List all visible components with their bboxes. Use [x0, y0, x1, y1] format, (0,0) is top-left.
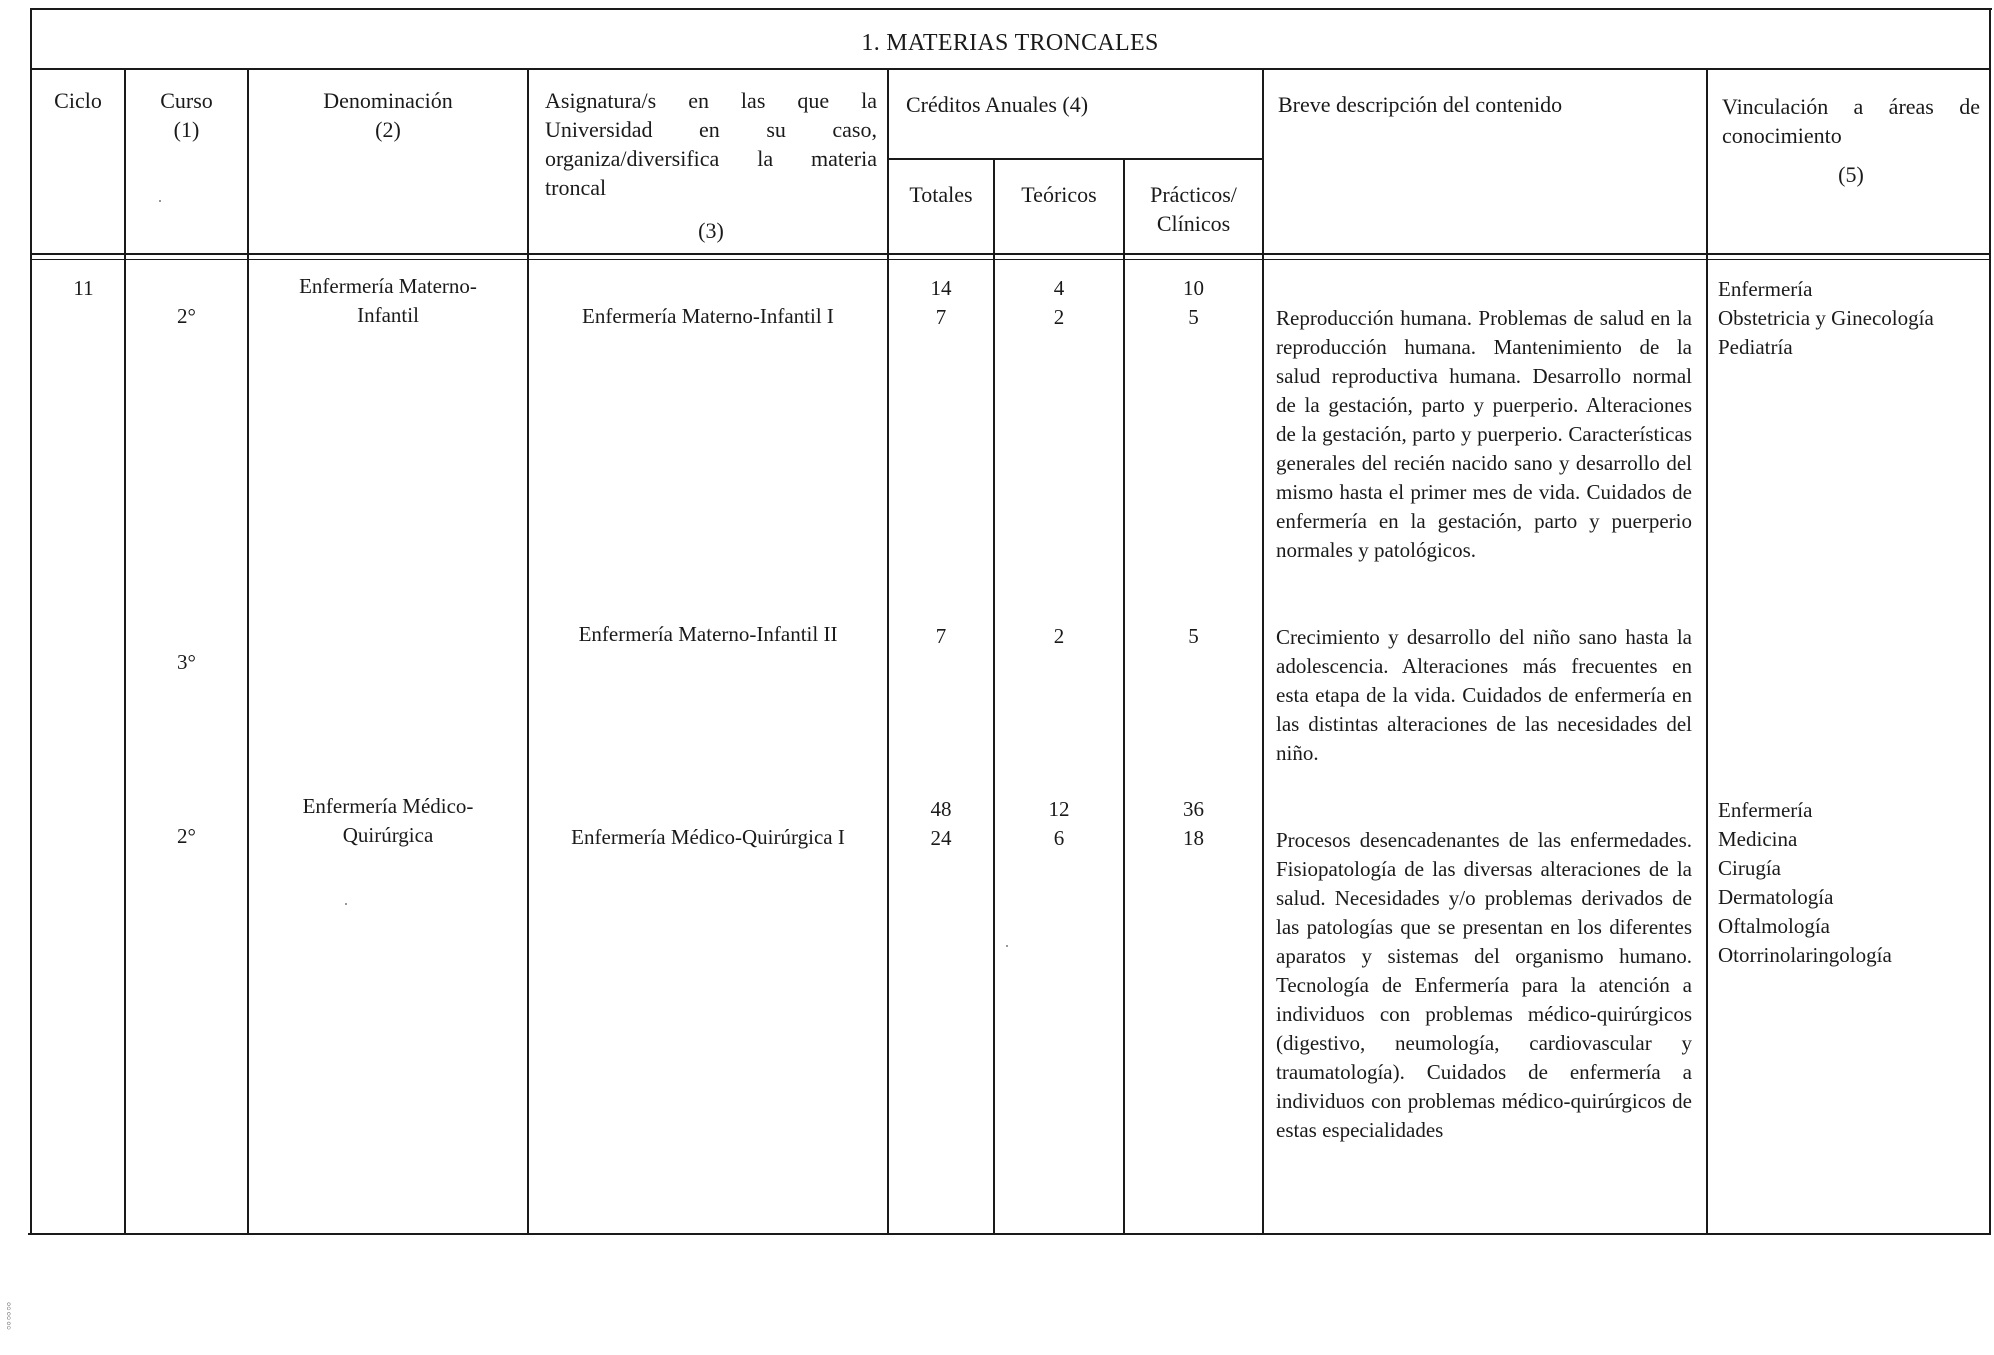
header-bottom-rule: [30, 253, 1991, 255]
header-denominacion: Denominación (2): [323, 88, 453, 142]
header-descripcion: Breve descripción del contenido: [1278, 92, 1563, 117]
credits-subheader-rule: [887, 158, 1264, 160]
header-asignatura: Asignatura/s en las que la Universidad en su caso, organiza/diversifica la materia troncal: [545, 88, 877, 200]
header-totales: Totales: [909, 182, 973, 207]
cell-totales-materno: 14 7: [930, 276, 952, 329]
title-bottom-rule: [30, 68, 1991, 70]
header-curso: Curso (1): [160, 88, 213, 142]
cell-descripcion-materno-1: Reproducción humana. Problemas de salud en la reproducción humana. Mantenimiento de la salud reproductiva humana. Desarrollo normal de la gestación, parto y puerperio. Alteraciones de la gestación, parto y puerperio. Características generales del recién nacido sano y desarrollo del mismo hasta el primer mes de vida. Cuidados de enfermería en la gestación, parto y puerperio normales y patológicos.: [1276, 306, 1692, 562]
cell-descripcion-materno-2: Crecimiento y desarrollo del niño sano hasta la adolescencia. Alteraciones más frecuentes en esta etapa de la vida. Cuidados de enfermería en las distintas alteraciones de las necesidades del niño.: [1276, 625, 1692, 765]
cell-areas-materno: Enfermería Obstetricia y Ginecología Pediatría: [1718, 277, 1934, 359]
cell-curso-medico: 2°: [177, 824, 196, 848]
scan-speck: [345, 903, 347, 905]
cell-asignatura-medico: Enfermería Médico-Quirúrgica I: [571, 825, 845, 849]
header-asignatura-note: (3): [698, 218, 724, 243]
cell-asignatura-materno-2: Enfermería Materno-Infantil II: [578, 622, 838, 646]
cell-practicos-medico: 36 18: [1183, 797, 1204, 850]
column-rule-3: [247, 68, 249, 1235]
cell-curso-materno-2: 3°: [177, 650, 196, 674]
header-teoricos: Teóricos: [1021, 182, 1097, 207]
body-top-rule: [30, 259, 1991, 260]
cell-denominacion-materno: Enfermería Materno- Infantil: [299, 274, 477, 327]
column-rule-8: [1262, 68, 1264, 1235]
cell-descripcion-medico: Procesos desencadenantes de las enfermedades. Fisiopatología de las diversas alteraciones de la salud. Necesidades y/o problemas derivados de las patologías que se presentan en los diferentes aparatos y sistemas del organismo humano. Tecnología de Enfermería para la atención a individuos con problemas médico-quirúrgicos (digestivo, neumología, cardiovascular y traumatología). Cuidados de enfermería a individuos con problemas médico-quirúrgicos de estas especialidades: [1276, 828, 1692, 1142]
cell-practicos-materno-2: 5: [1188, 624, 1199, 648]
table-top-border: [30, 8, 1992, 10]
cell-teoricos-materno-2: 2: [1053, 624, 1065, 648]
cell-denominacion-medico: Enfermería Médico- Quirúrgica: [302, 794, 474, 847]
cell-ciclo: 11: [73, 276, 94, 300]
scan-speck: [1006, 945, 1008, 947]
header-ciclo: Ciclo: [54, 88, 102, 113]
cell-areas-medico: Enfermería Medicina Cirugía Dermatología Oftalmología Otorrinolaringología: [1718, 798, 1892, 967]
cell-asignatura-materno-1: Enfermería Materno-Infantil I: [582, 304, 834, 328]
header-vinculacion-note: (5): [1838, 162, 1864, 187]
cell-totales-materno-2: 7: [935, 624, 947, 648]
table-title: 1. MATERIAS TRONCALES: [861, 30, 1159, 56]
cell-teoricos-medico: 12 6: [1048, 797, 1070, 850]
scan-speck: [159, 200, 161, 202]
table-right-border: [1989, 8, 1991, 1234]
cell-teoricos-materno: 4 2: [1053, 276, 1065, 329]
header-practicos: Prácticos/ Clínicos: [1150, 182, 1237, 236]
header-vinculacion: Vinculación a áreas de conocimiento: [1722, 94, 1980, 148]
column-rule-1: [30, 68, 32, 1235]
cell-curso-materno-1: 2°: [177, 304, 196, 328]
column-rule-5: [887, 68, 889, 1235]
cell-totales-medico: 48 24: [930, 797, 952, 850]
cell-practicos-materno: 10 5: [1183, 276, 1204, 329]
column-rule-4: [527, 68, 529, 1235]
column-rule-9: [1706, 68, 1708, 1235]
table-bottom-border: [28, 1233, 1991, 1235]
header-creditos-anuales: Créditos Anuales (4): [906, 92, 1089, 117]
margin-scan-mark: ೲೲೲ: [4, 1302, 17, 1331]
